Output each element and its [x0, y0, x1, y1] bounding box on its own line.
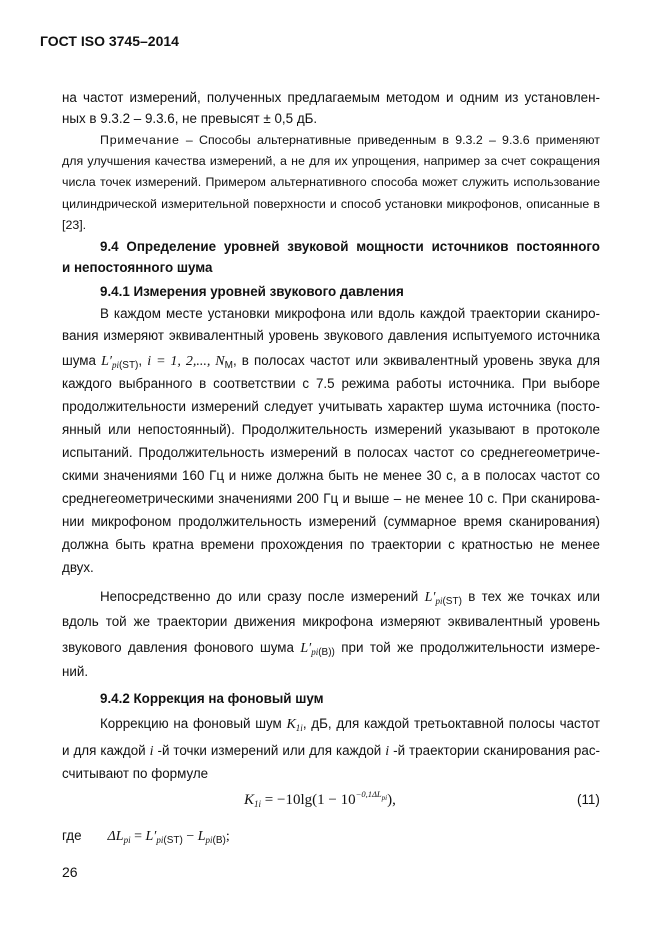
paragraph-line: шума $L'_{pi(ST)}$, i = 1, 2,..., $N_M$, в полосах частот или эквивалентный уровень звука для	[62, 353, 600, 371]
section-heading-9-4-1: 9.4.1 Измерения уровней звукового давления	[100, 284, 404, 299]
paragraph-line: должна быть кратна времени прохождения по траектории с кратностью не менее	[62, 537, 600, 552]
math-L-pi-B: $L'_{pi(B))}$	[300, 641, 335, 658]
note-text: – Способы альтернативные приведенным в 9.3.2 – 9.3.6 применяют	[179, 133, 600, 147]
paragraph-line: Непосредственно до или сразу после измерений $L'_{pi(ST)}$ в тех же точках или	[100, 589, 600, 607]
paragraph-line: испытаний. Продолжительность измерений в полосах частот со среднегеометриче-	[62, 445, 600, 460]
paragraph-line: продолжительности измерений следует учитывать характер шума источника (посто-	[62, 399, 600, 414]
paragraph-line: двух.	[62, 560, 94, 575]
note-line: числа точек измерений. Примером альтернативного способа может служить использование	[62, 175, 600, 189]
paragraph-line: янный или непостоянный). Продолжительность измерений указывают в протоколе	[62, 422, 600, 437]
section-heading-9-4-cont: и непостоянного шума	[62, 260, 213, 275]
paragraph-line: ных в 9.3.2 – 9.3.6, не превысят ± 0,5 дБ.	[62, 111, 318, 126]
note-line: [23].	[62, 218, 87, 232]
document-header: ГОСТ ISO 3745–2014	[40, 33, 179, 49]
paragraph-line: скими значениями 160 Гц и ниже должна быть не менее 30 с, а в полосах частот со	[62, 468, 600, 483]
paragraph-line: на частот измерений, полученных предлагаемым методом и одним из установлен-	[62, 90, 600, 105]
paragraph-line: Коррекцию на фоновый шум $K_{1i}$, дБ, для каждой третьоктавной полосы частот	[100, 716, 600, 733]
note-label: Примечание	[100, 133, 180, 147]
paragraph-line: нии микрофоном продолжительность измерений (суммарное время сканирования)	[62, 514, 600, 529]
paragraph-line: вания измеряют эквивалентный уровень звукового давления испытуемого источника	[62, 328, 600, 343]
where-label: где	[62, 828, 82, 843]
math-i: i	[385, 744, 390, 759]
note-line: для улучшения качества измерений, а не для их упрощения, например за счет сокращения	[62, 154, 600, 168]
paragraph-line: звукового давления фонового шума $L'_{pi(B))}$ при той же продолжительности измере-	[62, 640, 601, 658]
paragraph-line: В каждом месте установки микрофона или вдоль каждой траектории сканиро-	[100, 306, 600, 321]
note-line	[100, 132, 600, 149]
paragraph-line: вдоль той же траектории движения микрофона измеряют эквивалентный уровень	[62, 614, 600, 629]
formula-11: $K_{1i} = -10\lg(1 - 10^{-0,1\Delta L_{pi}})$,	[244, 789, 396, 809]
paragraph-line: считывают по формуле	[62, 766, 209, 781]
math-delta-definition: $\Delta L_{pi} = L'_{pi(ST)} - L_{pi(B)}$;	[107, 829, 230, 846]
where-line	[62, 827, 600, 849]
math-i-range: i = 1, 2,..., $N_M$	[147, 354, 233, 371]
math-L-pi-ST: $L'_{pi(ST)}$	[101, 354, 139, 371]
note-line: цилиндрической измерительной поверхности и способ установки микрофонов, описанные в	[62, 197, 600, 211]
paragraph-line: ний.	[62, 664, 89, 679]
math-i: i	[149, 744, 154, 759]
page-number: 26	[62, 864, 78, 880]
paragraph-line: и для каждой i -й точки измерений или для каждой i -й траектории сканирования рас-	[62, 743, 600, 759]
section-heading-9-4-2: 9.4.2 Коррекция на фоновый шум	[100, 691, 324, 706]
section-heading-9-4: 9.4 Определение уровней звуковой мощности источников постоянного	[100, 239, 600, 254]
equation-number: (11)	[577, 792, 600, 807]
math-L-pi-ST: $L'_{pi(ST)}$	[424, 590, 462, 607]
paragraph-line: каждого выбранного в соответствии с 7.5 режима работы источника. При выборе	[62, 376, 600, 391]
paragraph-line: среднегеометрическими значениями 200 Гц и выше – не менее 10 с. При сканирова-	[62, 491, 600, 506]
math-K1i: $K_{1i}$	[286, 717, 303, 733]
